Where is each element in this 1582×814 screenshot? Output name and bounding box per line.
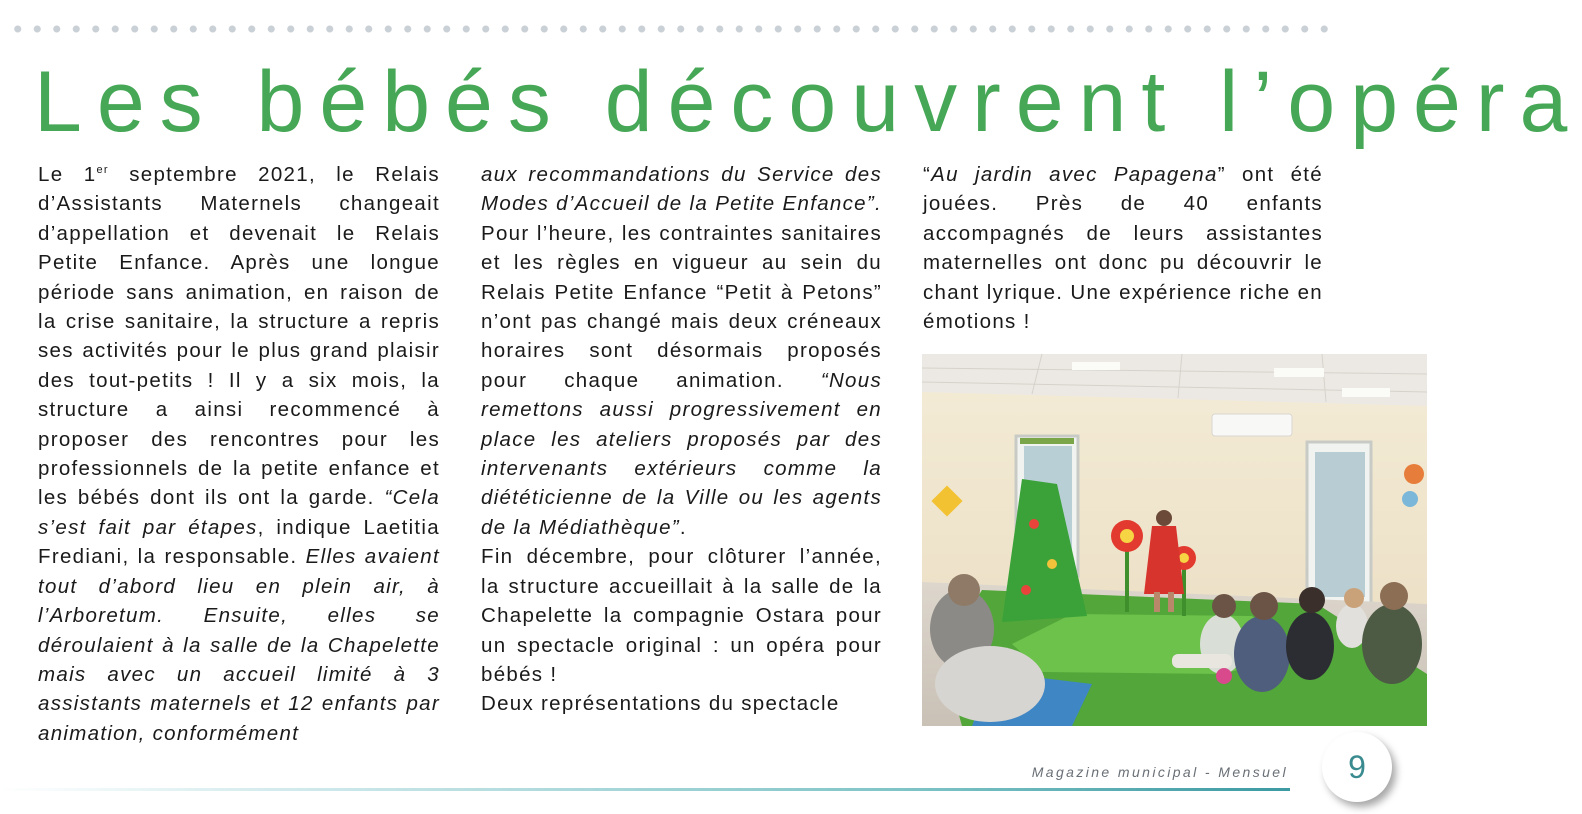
- magazine-name: Magazine municipal - Mensuel: [1031, 764, 1288, 780]
- paragraph: Fin décembre, pour clôturer l’année, la structure accueillait à la salle de la Chapelette la compagnie Ostara pour un spectacle original : un opéra pour bébés !: [481, 545, 882, 686]
- article-column-1: [38, 160, 440, 748]
- paragraph: aux recommandations du Service des Modes d’Accueil de la Petite Enfance”. Pour l’heure, les contraintes sanitaires et les règles en vigueur au sein du Relais Petite Enfance “Petit à Petons” n’ont pas changé mais deux créneaux horaires sont désormais proposés pour chaque animation. “Nous remettons aussi progressivement en place les ateliers proposés par des intervenants extérieurs comme la diététicienne de la Ville ou les agents de la Médiathèque”.: [481, 163, 882, 539]
- paragraph: “Au jardin avec Papagena” ont été jouées. Près de 40 enfants accompagnés de leurs assistantes maternelles ont donc pu découvrir le chant lyrique. Une expérience riche en émotions !: [923, 163, 1323, 334]
- article-photo: [922, 354, 1427, 726]
- page-number: 9: [1322, 732, 1392, 802]
- article-column-2: [481, 160, 882, 719]
- paragraph: Le 1er septembre 2021, le Relais d’Assistants Maternels changeait d’appellation et devenait le Relais Petite Enfance. Après une longue période sans animation, en raison de la crise sanitaire, la structure a repris ses activités pour le plus grand plaisir des tout-petits ! Il y a six mois, la structure a ainsi recommencé à proposer des rencontres pour les professionnels de la petite enfance et les bébés dont ils ont la garde. “Cela s’est fait par étapes, indique Laetitia Frediani, la responsable. Elles avaient tout d’abord lieu en plein air, à l’Arboretum. Ensuite, elles se déroulaient à la salle de la Chapelette mais avec un accueil limité à 3 assistants maternels et 12 enfants par animation, conformément: [38, 163, 440, 745]
- dotted-top-rule: [8, 23, 1328, 35]
- paragraph: Deux représentations du spectacle: [481, 692, 840, 716]
- article-column-3: [923, 160, 1323, 336]
- footer-rule: [0, 788, 1290, 791]
- article-title: Les bébés découvrent l’opéra: [34, 54, 1582, 150]
